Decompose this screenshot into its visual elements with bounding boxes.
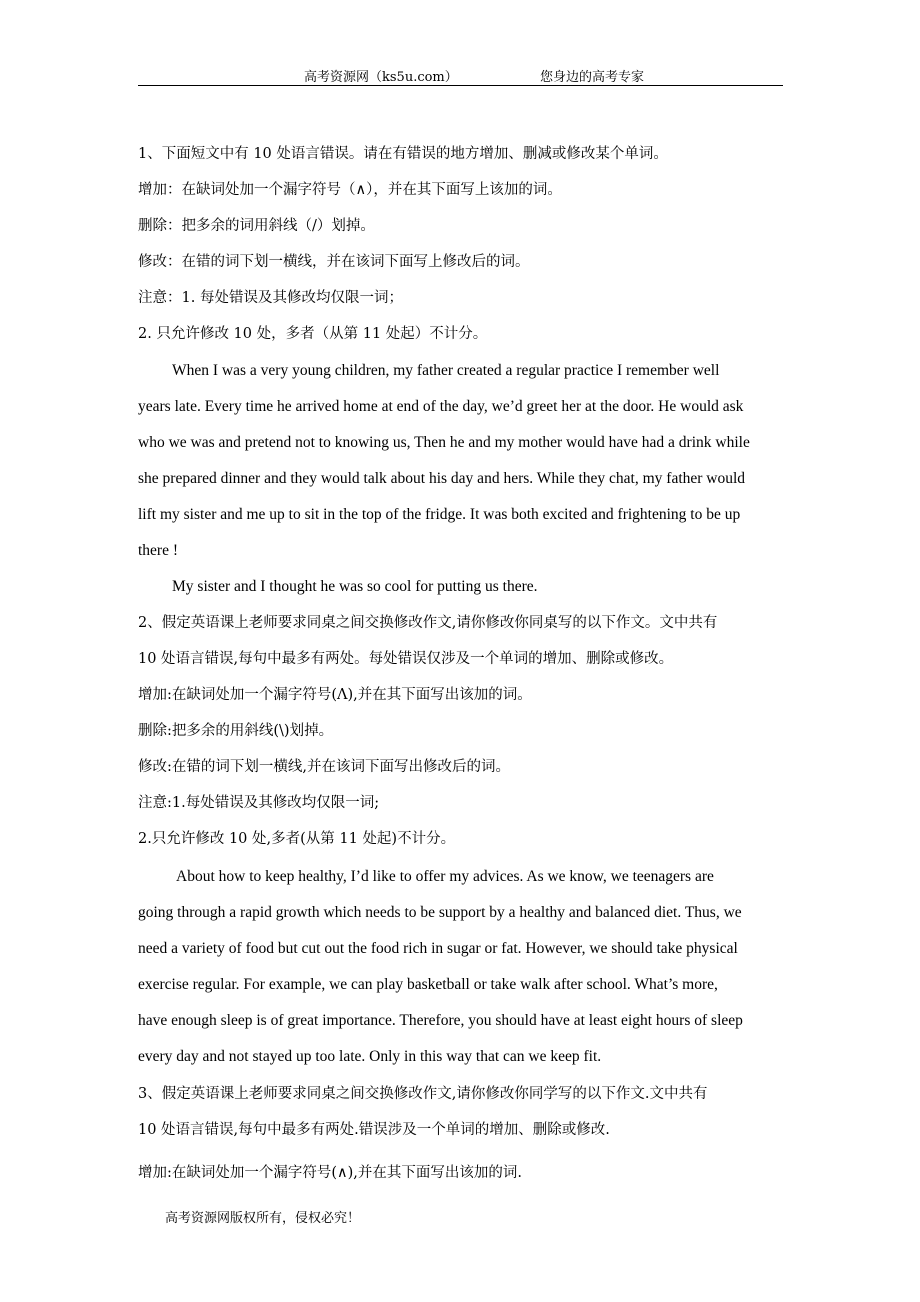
section-2-note-2: 2.只允许修改 10 处,多者(从第 11 处起)不计分。	[138, 831, 456, 847]
passage-1-line: years late. Every time he arrived home at end of the day, we’d greet her at the door. He would ask	[138, 398, 744, 415]
passage-1-line: lift my sister and me up to sit in the top of the fridge. It was both excited and frightening to be up	[138, 506, 741, 523]
page-footer: 高考资源网版权所有，侵权必究！	[165, 1211, 361, 1226]
section-2-add-rule: 增加:在缺词处加一个漏字符号(Λ),并在其下面写出该加的词。	[138, 687, 532, 703]
section-3-add-rule: 增加:在缺词处加一个漏字符号(∧),并在其下面写出该加的词.	[138, 1165, 523, 1181]
section-1-add-rule: 增加：在缺词处加一个漏字符号（∧），并在其下面写上该加的词。	[138, 182, 562, 198]
passage-1-line: there !	[138, 542, 179, 559]
passage-2-line: going through a rapid growth which needs to be support by a healthy and balanced diet. Thus, we	[138, 904, 742, 921]
section-2-title-cont: 10 处语言错误,每句中最多有两处。每处错误仅涉及一个单词的增加、删除或修改。	[138, 651, 674, 667]
passage-2-line: have enough sleep is of great importance. Therefore, you should have at least eight hours of sleep	[138, 1012, 743, 1029]
passage-1-line: she prepared dinner and they would talk about his day and hers. While they chat, my father would	[138, 470, 746, 487]
section-2-title: 2、假定英语课上老师要求同桌之间交换修改作文,请你修改你同桌写的以下作文。文中共有	[138, 615, 718, 631]
passage-2-line: exercise regular. For example, we can play basketball or take walk after school. What’s more,	[138, 976, 718, 993]
passage-1-line: When I was a very young children, my father created a regular practice I remember well	[172, 362, 720, 379]
section-1-note-1: 注意：1. 每处错误及其修改均仅限一词；	[138, 290, 403, 306]
passage-1-line: who we was and pretend not to knowing us, Then he and my mother would have had a drink while	[138, 434, 750, 451]
page-header	[138, 64, 783, 86]
section-1-note-2: 2. 只允许修改 10 处，多者（从第 11 处起）不计分。	[138, 326, 488, 342]
section-2-modify-rule: 修改:在错的词下划一横线,并在该词下面写出修改后的词。	[138, 759, 510, 775]
section-2-note-1: 注意:1.每处错误及其修改均仅限一词;	[138, 795, 380, 811]
section-3-title: 3、假定英语课上老师要求同桌之间交换修改作文,请你修改你同学写的以下作文.文中共有	[138, 1086, 708, 1102]
section-3-title-cont: 10 处语言错误,每句中最多有两处.错误涉及一个单词的增加、删除或修改.	[138, 1122, 610, 1138]
passage-2-line: every day and not stayed up too late. Only in this way that can we keep fit.	[138, 1048, 602, 1065]
header-slogan: 您身边的高考专家	[540, 70, 645, 85]
header-site-name: 高考资源网（ks5u.com）	[304, 70, 458, 85]
passage-1-line: My sister and I thought he was so cool for putting us there.	[172, 578, 538, 595]
section-1-delete-rule: 删除：把多余的词用斜线（/）划掉。	[138, 218, 375, 234]
section-1-title: 1、下面短文中有 10 处语言错误。请在有错误的地方增加、删减或修改某个单词。	[138, 146, 668, 162]
passage-2-line: About how to keep healthy, I’d like to offer my advices. As we know, we teenagers are	[176, 868, 714, 885]
section-2-delete-rule: 删除:把多余的用斜线(\)划掉。	[138, 723, 334, 739]
section-1-modify-rule: 修改：在错的词下划一横线，并在该词下面写上修改后的词。	[138, 254, 530, 270]
passage-2-line: need a variety of food but cut out the food rich in sugar or fat. However, we should take physical	[138, 940, 738, 957]
